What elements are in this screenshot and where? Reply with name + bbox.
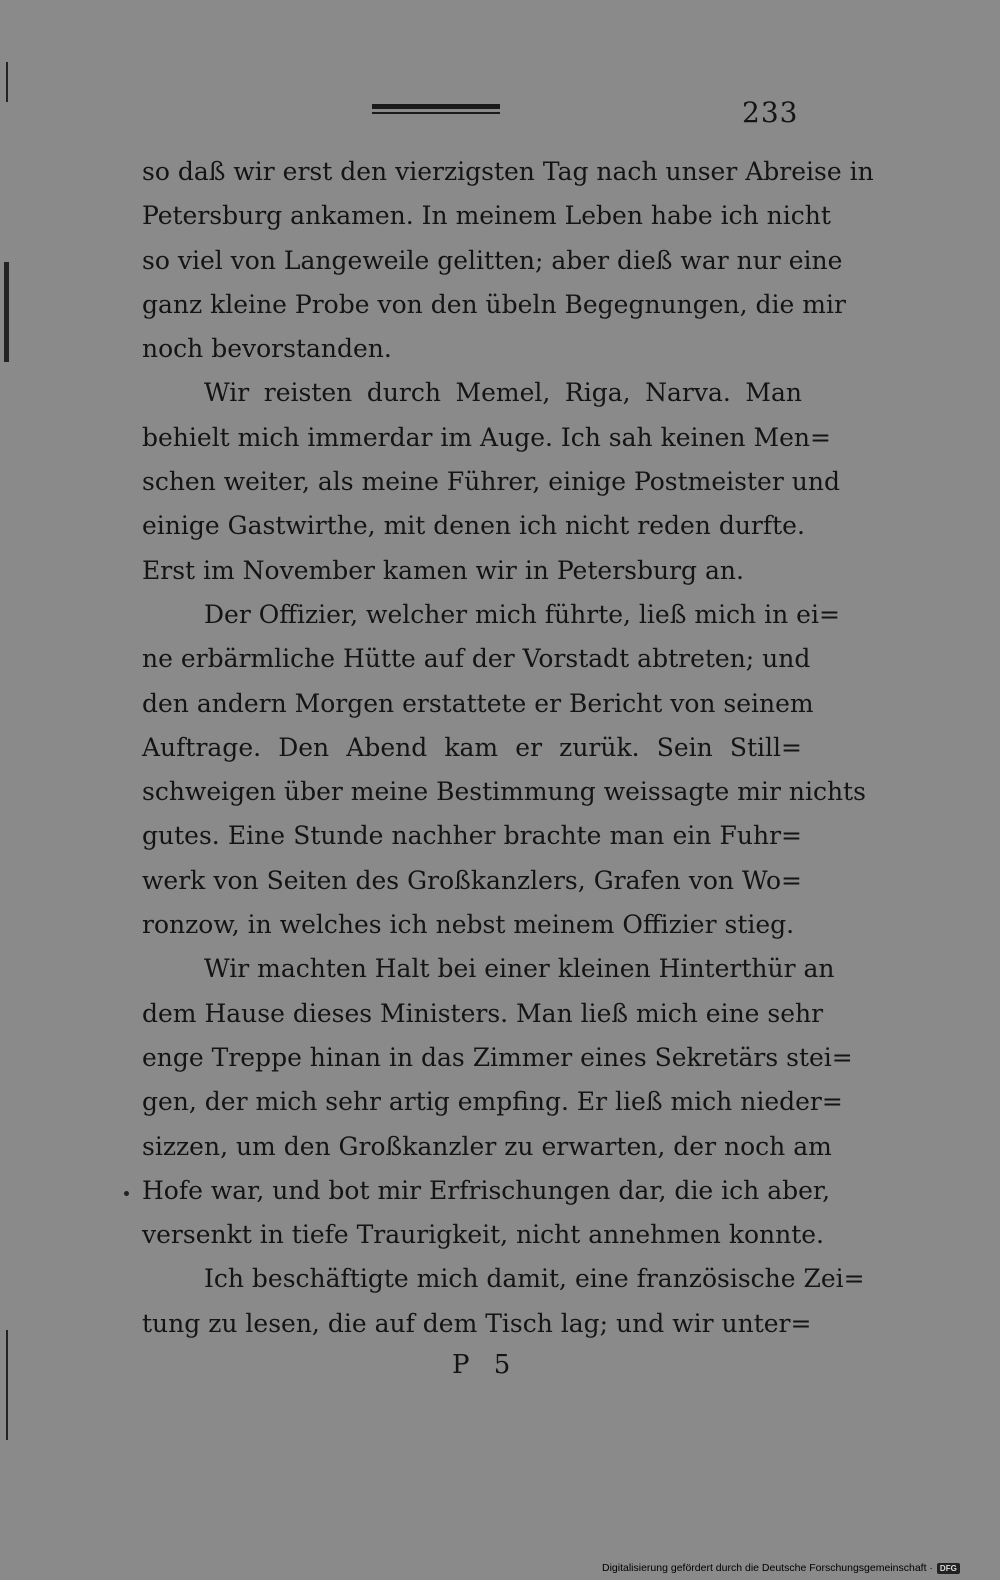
text-line: Ich beschäftigte mich damit, eine französische Zei= bbox=[204, 1264, 865, 1294]
body-text bbox=[142, 150, 874, 1346]
text-line: ganz kleine Probe von den übeln Begegnungen, die mir bbox=[142, 289, 846, 319]
text-line: Wir reisten durch Memel, Riga, Narva. Man bbox=[204, 378, 802, 408]
text-line: gutes. Eine Stunde nachher brachte man ein Fuhr= bbox=[142, 821, 802, 851]
text-line: schen weiter, als meine Führer, einige Postmeister und bbox=[142, 467, 840, 497]
header-rule-thin bbox=[372, 112, 500, 114]
margin-mark-binding bbox=[4, 262, 9, 362]
digitization-credit-text: Digitalisierung gefördert durch die Deutsche Forschungsgemeinschaft · bbox=[602, 1562, 933, 1574]
text-line: so daß wir erst den vierzigsten Tag nach unser Abreise in bbox=[142, 157, 874, 186]
text-line: sizzen, um den Großkanzler zu erwarten, der noch am bbox=[142, 1131, 832, 1161]
text-line: Erst im November kamen wir in Petersburg an. bbox=[142, 555, 744, 585]
digitization-credit bbox=[602, 1562, 960, 1574]
dfg-logo: DFG bbox=[937, 1563, 960, 1574]
text-line: Auftrage. Den Abend kam er zurük. Sein Still= bbox=[142, 732, 802, 762]
text-line: den andern Morgen erstattete er Bericht von seinem bbox=[142, 688, 814, 718]
signature-mark: P 5 bbox=[452, 1350, 519, 1380]
text-line: tung zu lesen, die auf dem Tisch lag; und wir unter= bbox=[142, 1308, 812, 1338]
text-line: gen, der mich sehr artig empfing. Er ließ mich nieder= bbox=[142, 1087, 843, 1117]
header-rule bbox=[372, 104, 500, 116]
text-line: Wir machten Halt bei einer kleinen Hinterthür an bbox=[204, 954, 835, 984]
text-line: Hofe war, und bot mir Erfrischungen dar, die ich aber, bbox=[142, 1175, 831, 1205]
text-line: so viel von Langeweile gelitten; aber dieß war nur eine bbox=[142, 245, 843, 275]
margin-mark-lower bbox=[6, 1330, 8, 1440]
margin-mark-top bbox=[6, 62, 8, 102]
text-line: schweigen über meine Bestimmung weissagte mir nichts bbox=[142, 777, 866, 807]
header-rule-thick bbox=[372, 104, 500, 109]
text-line: ronzow, in welches ich nebst meinem Offizier stieg. bbox=[142, 910, 795, 940]
margin-dot bbox=[124, 1191, 129, 1196]
text-line: enge Treppe hinan in das Zimmer eines Sekretärs stei= bbox=[142, 1042, 853, 1072]
text-line: Petersburg ankamen. In meinem Leben habe ich nicht bbox=[142, 201, 831, 231]
text-line: ne erbärmliche Hütte auf der Vorstadt abtreten; und bbox=[142, 644, 811, 674]
text-line: noch bevorstanden. bbox=[142, 334, 392, 364]
text-line: werk von Seiten des Großkanzlers, Grafen von Wo= bbox=[142, 865, 802, 895]
text-line: dem Hause dieses Ministers. Man ließ mich eine sehr bbox=[142, 998, 824, 1028]
page-number: 233 bbox=[742, 96, 799, 129]
text-line: einige Gastwirthe, mit denen ich nicht reden durfte. bbox=[142, 511, 805, 541]
text-line: behielt mich immerdar im Auge. Ich sah keinen Men= bbox=[142, 422, 831, 452]
text-line: versenkt in tiefe Traurigkeit, nicht annehmen konnte. bbox=[142, 1220, 825, 1250]
text-line: Der Offizier, welcher mich führte, ließ mich in ei= bbox=[204, 599, 840, 629]
